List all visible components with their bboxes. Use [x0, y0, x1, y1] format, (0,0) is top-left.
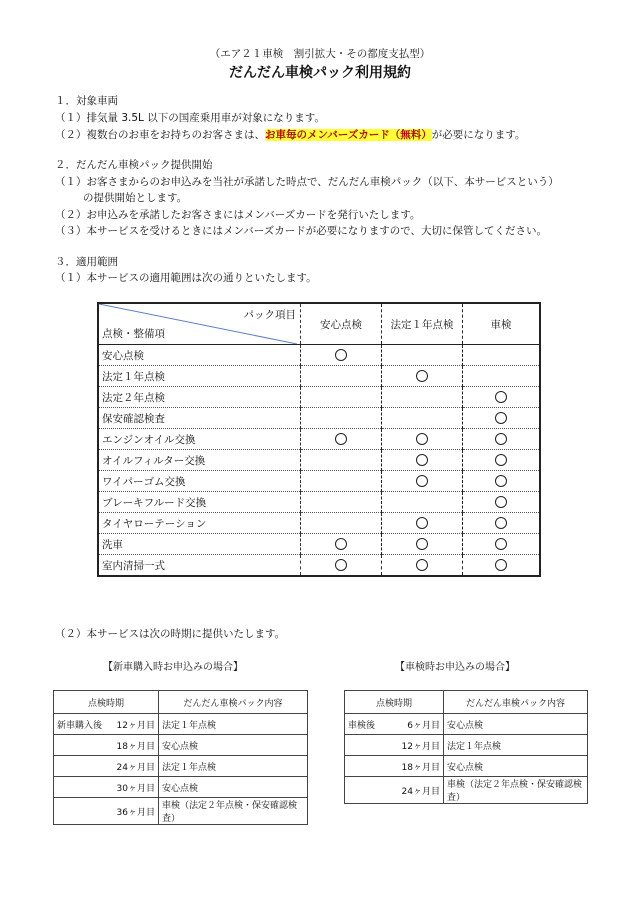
coverage-item-label: 室内清掃一式	[98, 555, 301, 577]
coverage-mark-cell	[463, 492, 541, 513]
section1-item2-post: が必要になります。	[431, 129, 526, 141]
coverage-row	[98, 429, 540, 450]
schedule-content: 安心点検	[444, 714, 588, 735]
circle-mark	[416, 559, 428, 571]
circle-mark	[495, 475, 507, 487]
circle-mark	[495, 433, 507, 445]
coverage-row	[98, 513, 540, 534]
schedule-new-caption: 【新車購入時お申込みの場合】	[103, 662, 243, 673]
coverage-row	[98, 345, 540, 366]
section1-item2-pre: （２）複数台のお車をお持ちのお客さまは、	[55, 129, 265, 141]
schedule-when-cell	[345, 777, 444, 804]
section3-heading: ３．適用範囲	[55, 256, 118, 268]
coverage-mark-cell	[463, 387, 541, 408]
schedule-row	[54, 735, 308, 756]
coverage-item-label: 法定１年点検	[98, 366, 301, 387]
coverage-mark-cell	[382, 366, 463, 387]
schedule-when-cell	[345, 756, 444, 777]
schedule-header-when: 点検時期	[54, 691, 159, 714]
schedule-content: 車検（法定２年点検・保安確認検査）	[159, 798, 308, 825]
schedule-lead: 新車購入後	[57, 720, 103, 731]
schedule-when-cell	[54, 735, 159, 756]
coverage-mark-cell	[463, 345, 541, 366]
corner-top-label: パック項目	[243, 309, 296, 321]
coverage-mark-cell	[301, 513, 382, 534]
section2-item3: （３）本サービスを受けるときにはメンバーズカードが必要になりますので、大切に保管してください。	[55, 225, 548, 237]
column-header-hotei1: 法定１年点検	[382, 303, 463, 345]
coverage-item-label: 洗車	[98, 534, 301, 555]
schedule-when: 18ヶ月目	[116, 741, 155, 752]
coverage-mark-cell	[382, 429, 463, 450]
schedule-when: 6ヶ月目	[407, 720, 440, 731]
coverage-row	[98, 492, 540, 513]
coverage-mark-cell	[463, 408, 541, 429]
coverage-row	[98, 534, 540, 555]
coverage-mark-cell	[301, 555, 382, 577]
schedule-inspection-table	[344, 690, 588, 804]
circle-mark	[416, 538, 428, 550]
coverage-mark-cell	[301, 450, 382, 471]
coverage-item-label: 保安確認検査	[98, 408, 301, 429]
coverage-mark-cell	[463, 450, 541, 471]
coverage-mark-cell	[382, 492, 463, 513]
section2-item2: （２）お申込みを承諾したお客さまにはメンバーズカードを発行いたします。	[55, 209, 421, 221]
circle-mark	[495, 454, 507, 466]
schedule-when-cell	[345, 714, 444, 735]
schedule-header-content: だんだん車検パック内容	[444, 691, 588, 714]
coverage-mark-cell	[382, 534, 463, 555]
coverage-item-label: ワイパーゴム交換	[98, 471, 301, 492]
circle-mark	[335, 559, 347, 571]
circle-mark	[335, 538, 347, 550]
circle-mark	[495, 538, 507, 550]
document-title: だんだん車検パック利用規約	[229, 65, 411, 81]
schedule-when: 12ヶ月目	[116, 720, 155, 731]
section1-item1: （１）排気量 3.5L 以下の国産乗用車が対象になります。	[55, 112, 325, 124]
circle-mark	[416, 433, 428, 445]
coverage-mark-cell	[382, 408, 463, 429]
column-header-shaken: 車検	[463, 303, 541, 345]
schedule-lead: 車検後	[348, 720, 376, 731]
coverage-item-label: 安心点検	[98, 345, 301, 366]
coverage-row	[98, 387, 540, 408]
circle-mark	[495, 496, 507, 508]
coverage-mark-cell	[301, 366, 382, 387]
schedule-when-cell	[345, 735, 444, 756]
coverage-mark-cell	[301, 429, 382, 450]
schedule-when: 24ヶ月目	[401, 786, 440, 797]
coverage-item-label: オイルフィルター交換	[98, 450, 301, 471]
coverage-item-label: エンジンオイル交換	[98, 429, 301, 450]
coverage-corner-cell	[98, 303, 301, 345]
schedule-row	[345, 735, 588, 756]
section3-item1: （１）本サービスの適用範囲は次の通りといたします。	[55, 272, 317, 284]
coverage-mark-cell	[301, 345, 382, 366]
coverage-item-label: 法定２年点検	[98, 387, 301, 408]
circle-mark	[416, 475, 428, 487]
section1-item2	[55, 127, 525, 142]
schedule-row	[54, 798, 308, 825]
schedule-when: 36ヶ月目	[116, 807, 155, 818]
coverage-mark-cell	[382, 513, 463, 534]
section2-item1b: の提供開始とします。	[83, 192, 188, 204]
schedule-when-cell	[54, 777, 159, 798]
schedule-row	[345, 756, 588, 777]
coverage-mark-cell	[382, 471, 463, 492]
schedule-row	[345, 714, 588, 735]
coverage-row	[98, 450, 540, 471]
coverage-mark-cell	[463, 429, 541, 450]
circle-mark	[495, 391, 507, 403]
coverage-mark-cell	[301, 471, 382, 492]
coverage-mark-cell	[463, 513, 541, 534]
schedule-row	[54, 756, 308, 777]
schedule-content: 法定１年点検	[444, 735, 588, 756]
column-header-anshin: 安心点検	[301, 303, 382, 345]
section1-heading: １．対象車両	[55, 95, 118, 107]
schedule-row	[54, 714, 308, 735]
schedule-when: 24ヶ月目	[116, 762, 155, 773]
coverage-mark-cell	[463, 471, 541, 492]
schedule-content: 安心点検	[444, 756, 588, 777]
schedule-header-row	[54, 691, 308, 714]
coverage-mark-cell	[301, 492, 382, 513]
coverage-mark-cell	[382, 450, 463, 471]
coverage-row	[98, 555, 540, 577]
coverage-item-label: タイヤローテーション	[98, 513, 301, 534]
coverage-mark-cell	[382, 345, 463, 366]
coverage-mark-cell	[301, 408, 382, 429]
schedule-content: 車検（法定２年点検・保安確認検査）	[444, 777, 588, 804]
coverage-mark-cell	[463, 366, 541, 387]
schedule-row	[345, 777, 588, 804]
circle-mark	[416, 370, 428, 382]
schedule-when: 30ヶ月目	[116, 783, 155, 794]
schedule-content: 安心点検	[159, 735, 308, 756]
circle-mark	[495, 517, 507, 529]
circle-mark	[335, 349, 347, 361]
schedule-inspection-caption: 【車検時お申込みの場合】	[395, 662, 515, 673]
circle-mark	[495, 559, 507, 571]
section3-item2: （２）本サービスは次の時期に提供いたします。	[55, 628, 286, 640]
coverage-row	[98, 366, 540, 387]
coverage-mark-cell	[382, 555, 463, 577]
corner-bottom-label: 点検・整備項	[102, 328, 165, 340]
schedule-content: 法定１年点検	[159, 756, 308, 777]
coverage-mark-cell	[301, 387, 382, 408]
coverage-row	[98, 471, 540, 492]
section2-item1a: （１）お客さまからのお申込みを当社が承諾した時点で、だんだん車検パック（以下、本サービスという）	[55, 176, 559, 188]
coverage-mark-cell	[463, 534, 541, 555]
coverage-mark-cell	[463, 555, 541, 577]
coverage-mark-cell	[301, 534, 382, 555]
coverage-header-row	[98, 303, 540, 345]
schedule-content: 安心点検	[159, 777, 308, 798]
schedule-new-table	[53, 690, 308, 825]
members-card-highlight: お車毎のメンバーズカード（無料）	[265, 129, 432, 141]
schedule-when: 18ヶ月目	[401, 762, 440, 773]
circle-mark	[495, 412, 507, 424]
coverage-table	[97, 302, 541, 577]
circle-mark	[335, 433, 347, 445]
coverage-item-label: ブレーキフルード交換	[98, 492, 301, 513]
schedule-when-cell	[54, 714, 159, 735]
circle-mark	[416, 454, 428, 466]
document-subtitle: （エア２１車検 割引拡大・その都度支払型）	[209, 48, 431, 60]
schedule-when-cell	[54, 798, 159, 825]
schedule-header-row	[345, 691, 588, 714]
schedule-row	[54, 777, 308, 798]
section2-heading: ２．だんだん車検パック提供開始	[55, 159, 213, 171]
schedule-when-cell	[54, 756, 159, 777]
schedule-header-content: だんだん車検パック内容	[159, 691, 308, 714]
coverage-mark-cell	[382, 387, 463, 408]
coverage-row	[98, 408, 540, 429]
schedule-when: 12ヶ月目	[401, 741, 440, 752]
schedule-header-when: 点検時期	[345, 691, 444, 714]
schedule-content: 法定１年点検	[159, 714, 308, 735]
circle-mark	[416, 517, 428, 529]
